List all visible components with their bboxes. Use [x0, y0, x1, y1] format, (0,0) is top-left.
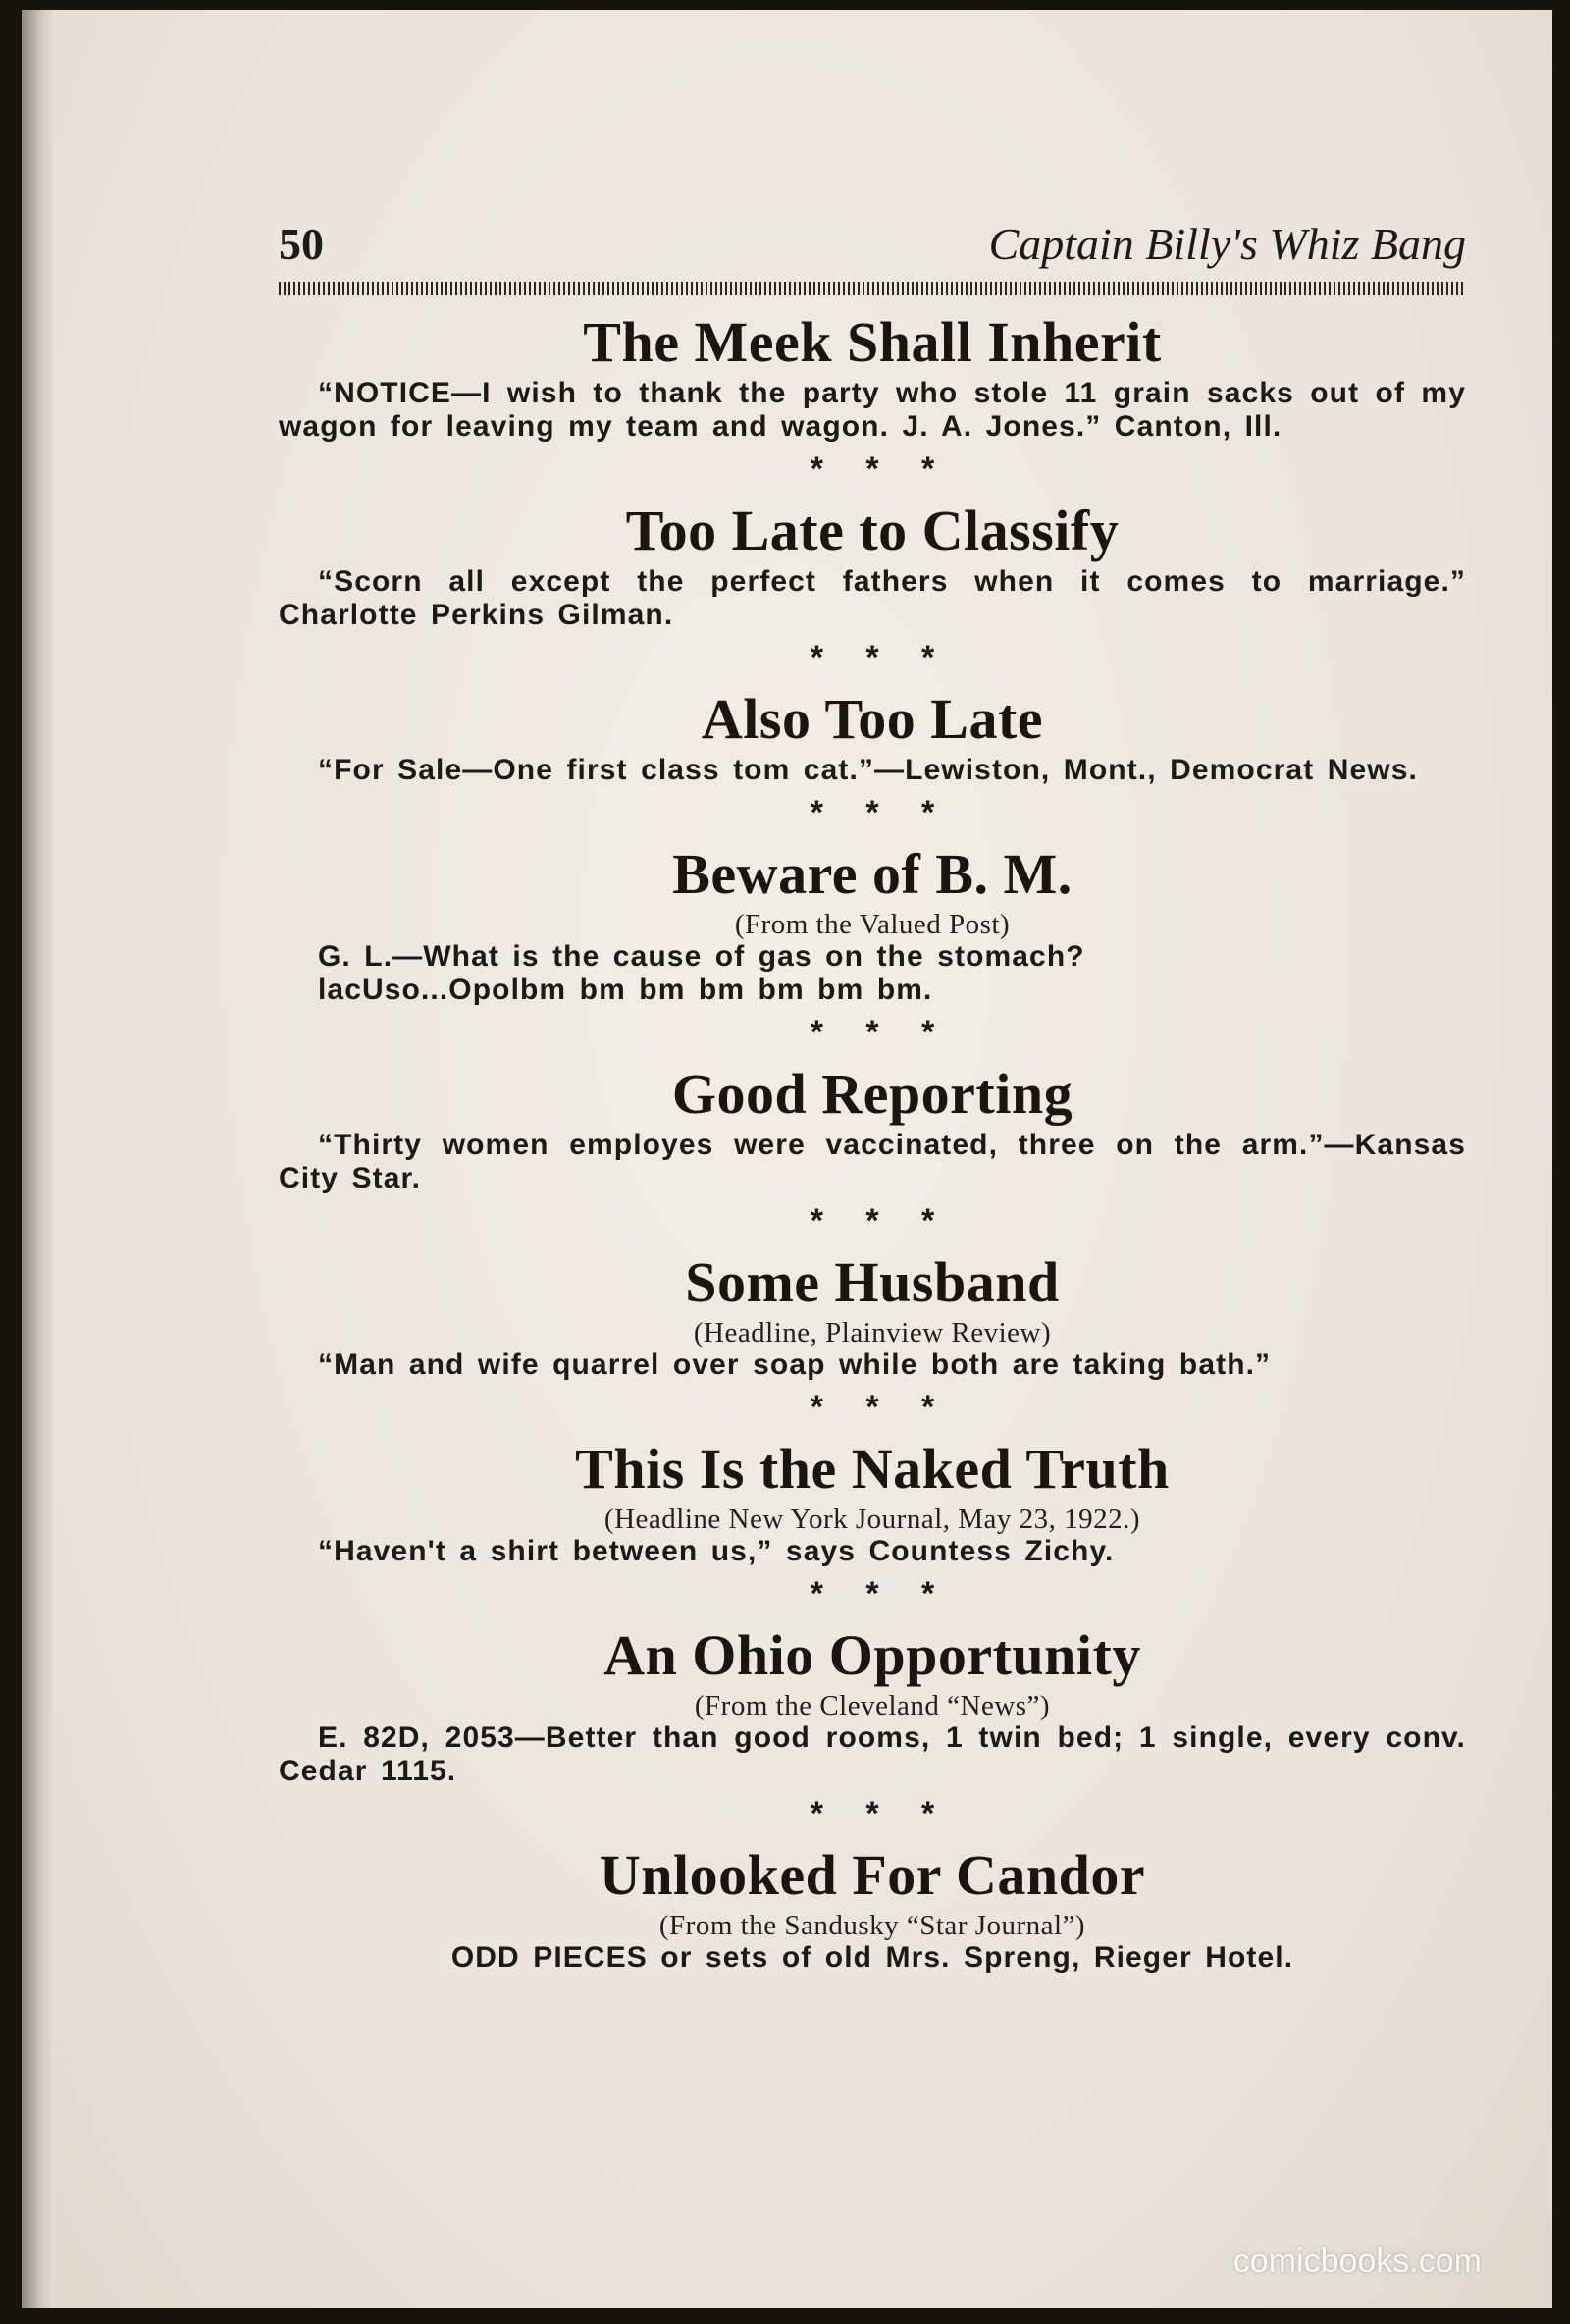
page-number: 50 [279, 219, 324, 269]
separator-stars: * * * [810, 1795, 935, 1832]
entry-title: An Ohio Opportunity [603, 1623, 1141, 1687]
entry-beware-of-bm [279, 840, 1466, 1052]
entry-body: “Man and wife quarrel over soap while both are taking bath.” [318, 1348, 1272, 1381]
entry-source: (Headline, Plainview Review) [693, 1317, 1052, 1348]
entry-source: (Headline New York Journal, May 23, 1922.) [603, 1504, 1141, 1535]
entry-title: Some Husband [685, 1250, 1060, 1314]
entry-good-reporting [279, 1060, 1466, 1241]
separator-stars: * * * [810, 1014, 935, 1051]
separator-stars: * * * [810, 639, 935, 676]
entry-too-late-to-classify [279, 497, 1466, 677]
entry-ohio-opportunity [279, 1621, 1466, 1833]
separator-stars: * * * [810, 1575, 935, 1612]
entry-also-too-late [279, 685, 1466, 832]
entry-body: “NOTICE—I wish to thank the party who stole 11 grain sacks out of my wagon for leaving my team and wagon. J. A. Jones.” Canton, Ill. [279, 377, 1466, 443]
entry-unlooked-for-candor [279, 1841, 1466, 1975]
entry-meek-shall-inherit [279, 308, 1466, 489]
entry-title: The Meek Shall Inherit [583, 310, 1162, 374]
running-title: Captain Billy's Whiz Bang [988, 219, 1466, 269]
entry-body-line: lacUso...Opolbm bm bm bm bm bm bm. [318, 974, 933, 1006]
entry-source: (From the Sandusky “Star Journal”) [658, 1910, 1086, 1941]
separator-stars: * * * [810, 450, 935, 488]
entry-body: “Haven't a shirt between us,” says Countess Zichy. [318, 1535, 1115, 1567]
entry-some-husband [279, 1248, 1466, 1427]
header-rule [279, 282, 1466, 295]
entry-title: Good Reporting [671, 1062, 1073, 1126]
entry-source: (From the Valued Post) [734, 909, 1011, 940]
watermark: comicbooks.com [1232, 2243, 1482, 2280]
separator-stars: * * * [810, 794, 935, 831]
entry-title: Also Too Late [701, 687, 1044, 751]
entry-source: (From the Cleveland “News”) [694, 1690, 1051, 1721]
entry-title: Beware of B. M. [672, 842, 1073, 906]
entry-body: “Thirty women employes were vaccinated, three on the arm.”—Kansas City Star. [279, 1129, 1466, 1194]
entry-naked-truth [279, 1435, 1466, 1613]
entry-body: “Scorn all except the perfect fathers when it comes to marriage.” Charlotte Perkins Gilman. [279, 565, 1466, 631]
page-gutter [22, 10, 55, 2308]
entry-title: Unlooked For Candor [599, 1843, 1146, 1907]
page-content [279, 308, 1466, 1975]
magazine-page [22, 10, 1552, 2308]
entry-title: Too Late to Classify [625, 499, 1120, 562]
separator-stars: * * * [810, 1389, 935, 1426]
entry-body: E. 82D, 2053—Better than good rooms, 1 twin bed; 1 single, every conv. Cedar 1115. [279, 1721, 1466, 1787]
entry-body: “For Sale—One first class tom cat.”—Lewiston, Mont., Democrat News. [318, 754, 1418, 786]
entry-body: ODD PIECES or sets of old Mrs. Spreng, Rieger Hotel. [450, 1941, 1294, 1974]
entry-body-line: G. L.—What is the cause of gas on the stomach? [318, 940, 1085, 973]
separator-stars: * * * [810, 1202, 935, 1240]
entry-title: This Is the Naked Truth [575, 1437, 1170, 1501]
